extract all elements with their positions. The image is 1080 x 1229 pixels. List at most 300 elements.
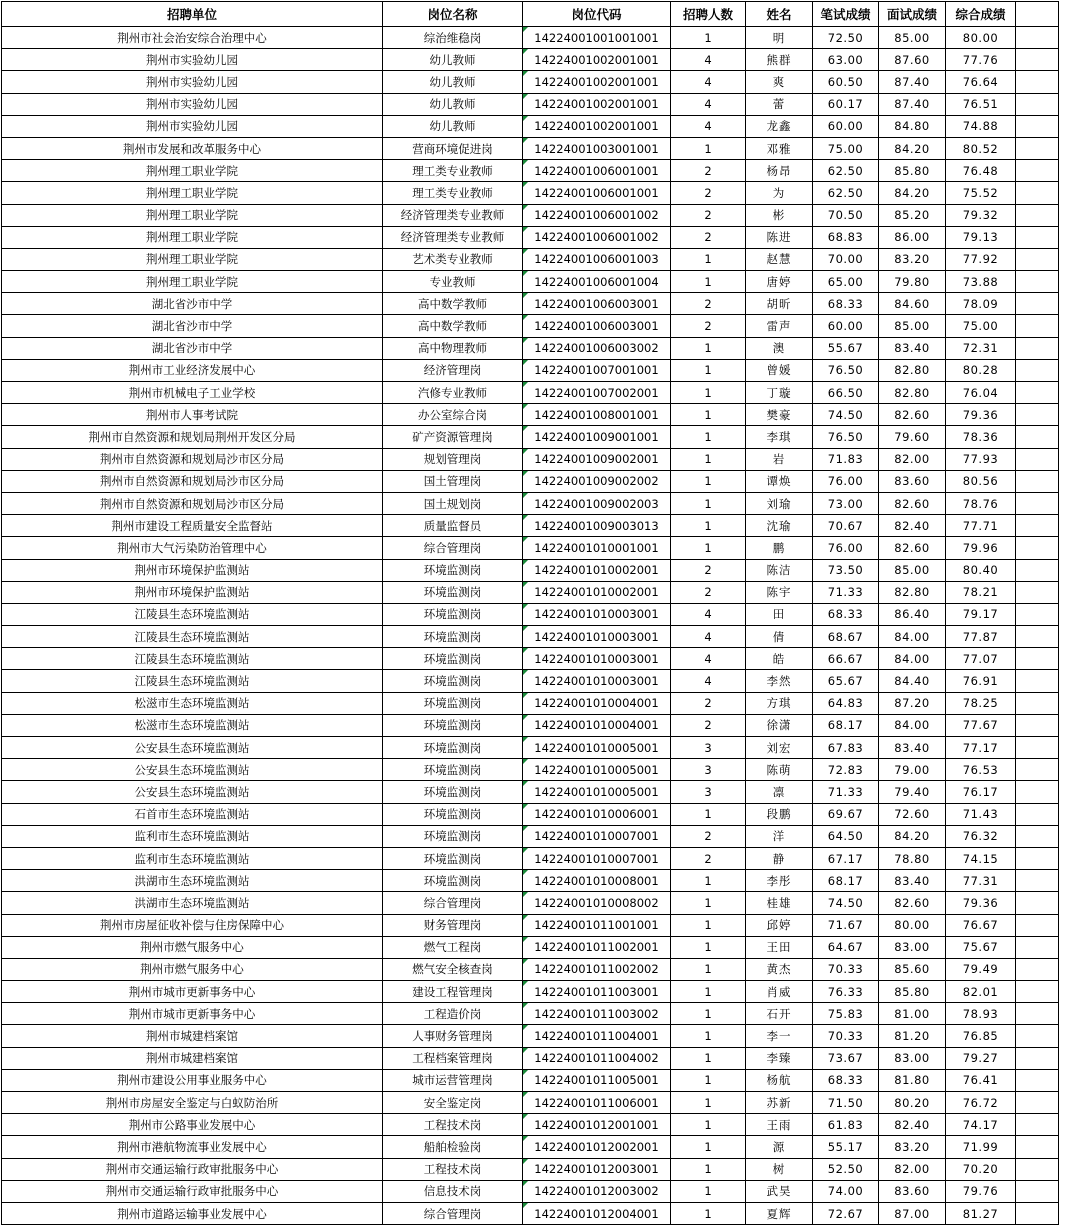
name-cell: 彬 [746, 204, 813, 226]
name-cell: 邱婷 [746, 914, 813, 936]
code-cell: 14224001002001001 [523, 49, 671, 71]
blank-cell [1016, 337, 1059, 359]
position-cell: 环境监测岗 [383, 781, 523, 803]
table-row [2, 115, 1059, 137]
unit-cell: 荆州市环境保护监测站 [2, 581, 383, 603]
written-score-cell: 62.50 [813, 160, 879, 182]
unit-cell: 荆州理工职业学院 [2, 248, 383, 270]
code-cell: 14224001006001001 [523, 160, 671, 182]
unit-cell: 荆州市城市更新事务中心 [2, 981, 383, 1003]
position-cell: 财务管理岗 [383, 914, 523, 936]
total-score-cell: 76.51 [946, 93, 1016, 115]
name-cell: 李琪 [746, 426, 813, 448]
position-cell: 综合管理岗 [383, 537, 523, 559]
code-cell: 14224001001001001 [523, 27, 671, 49]
blank-cell [1016, 737, 1059, 759]
unit-cell: 荆州市发展和改革服务中心 [2, 137, 383, 159]
unit-cell: 荆州市城市更新事务中心 [2, 1003, 383, 1025]
table-row [2, 49, 1059, 71]
written-score-cell: 61.83 [813, 1114, 879, 1136]
name-cell: 邓雅 [746, 137, 813, 159]
position-cell: 环境监测岗 [383, 648, 523, 670]
unit-cell: 荆州理工职业学院 [2, 160, 383, 182]
code-cell: 14224001010008002 [523, 892, 671, 914]
blank-cell [1016, 581, 1059, 603]
position-cell: 办公室综合岗 [383, 404, 523, 426]
table-row [2, 27, 1059, 49]
name-cell: 李臻 [746, 1047, 813, 1069]
name-cell: 刘瑜 [746, 492, 813, 514]
written-score-cell: 72.83 [813, 759, 879, 781]
count-cell: 2 [671, 692, 746, 714]
unit-cell: 荆州市社会治安综合治理中心 [2, 27, 383, 49]
blank-cell [1016, 1003, 1059, 1025]
total-score-cell: 78.93 [946, 1003, 1016, 1025]
blank-cell [1016, 1180, 1059, 1202]
table-row [2, 382, 1059, 404]
written-score-cell: 67.17 [813, 847, 879, 869]
written-score-cell: 75.83 [813, 1003, 879, 1025]
interview-score-cell: 82.60 [879, 537, 946, 559]
name-cell: 蕾 [746, 93, 813, 115]
unit-cell: 荆州市自然资源和规划局沙市区分局 [2, 492, 383, 514]
written-score-cell: 71.50 [813, 1092, 879, 1114]
blank-cell [1016, 1136, 1059, 1158]
blank-cell [1016, 1158, 1059, 1180]
position-cell: 环境监测岗 [383, 714, 523, 736]
written-score-cell: 68.33 [813, 293, 879, 315]
total-score-cell: 73.88 [946, 271, 1016, 293]
code-cell: 14224001007001001 [523, 359, 671, 381]
unit-cell: 荆州市燃气服务中心 [2, 936, 383, 958]
table-row [2, 515, 1059, 537]
name-cell: 陈洁 [746, 559, 813, 581]
table-row [2, 404, 1059, 426]
interview-score-cell: 78.80 [879, 847, 946, 869]
table-row [2, 781, 1059, 803]
count-cell: 1 [671, 981, 746, 1003]
interview-score-cell: 79.80 [879, 271, 946, 293]
total-score-cell: 79.36 [946, 404, 1016, 426]
position-cell: 工程技术岗 [383, 1114, 523, 1136]
name-cell: 陈宇 [746, 581, 813, 603]
blank-cell [1016, 981, 1059, 1003]
total-score-cell: 76.53 [946, 759, 1016, 781]
position-cell: 环境监测岗 [383, 559, 523, 581]
written-score-cell: 76.50 [813, 359, 879, 381]
results-table [1, 1, 1059, 1225]
table-row [2, 670, 1059, 692]
code-cell: 14224001010004001 [523, 692, 671, 714]
total-score-cell: 74.15 [946, 847, 1016, 869]
count-cell: 2 [671, 581, 746, 603]
total-score-cell: 78.09 [946, 293, 1016, 315]
interview-score-cell: 85.00 [879, 559, 946, 581]
written-score-cell: 70.33 [813, 1025, 879, 1047]
count-cell: 1 [671, 1136, 746, 1158]
total-score-cell: 78.76 [946, 492, 1016, 514]
position-cell: 综治维稳岗 [383, 27, 523, 49]
position-cell: 艺术类专业教师 [383, 248, 523, 270]
header-written: 笔试成绩 [813, 2, 879, 27]
blank-cell [1016, 537, 1059, 559]
interview-score-cell: 80.20 [879, 1092, 946, 1114]
interview-score-cell: 87.40 [879, 93, 946, 115]
code-cell: 14224001009002003 [523, 492, 671, 514]
total-score-cell: 76.41 [946, 1069, 1016, 1091]
position-cell: 幼儿教师 [383, 93, 523, 115]
name-cell: 桂雄 [746, 892, 813, 914]
interview-score-cell: 82.60 [879, 404, 946, 426]
blank-cell [1016, 271, 1059, 293]
unit-cell: 荆州市实验幼儿园 [2, 71, 383, 93]
table-row [2, 137, 1059, 159]
blank-cell [1016, 803, 1059, 825]
position-cell: 环境监测岗 [383, 803, 523, 825]
blank-cell [1016, 470, 1059, 492]
name-cell: 唐婷 [746, 271, 813, 293]
interview-score-cell: 82.60 [879, 892, 946, 914]
interview-score-cell: 83.40 [879, 337, 946, 359]
unit-cell: 江陵县生态环境监测站 [2, 626, 383, 648]
name-cell: 陈萌 [746, 759, 813, 781]
position-cell: 信息技术岗 [383, 1180, 523, 1202]
table-row [2, 847, 1059, 869]
table-row [2, 1202, 1059, 1224]
interview-score-cell: 83.00 [879, 936, 946, 958]
written-score-cell: 71.83 [813, 448, 879, 470]
code-cell: 14224001006003001 [523, 293, 671, 315]
count-cell: 2 [671, 160, 746, 182]
code-cell: 14224001011006001 [523, 1092, 671, 1114]
position-cell: 环境监测岗 [383, 692, 523, 714]
position-cell: 高中数学教师 [383, 293, 523, 315]
interview-score-cell: 85.80 [879, 981, 946, 1003]
written-score-cell: 68.17 [813, 714, 879, 736]
blank-cell [1016, 382, 1059, 404]
blank-cell [1016, 137, 1059, 159]
position-cell: 环境监测岗 [383, 870, 523, 892]
interview-score-cell: 79.00 [879, 759, 946, 781]
blank-cell [1016, 847, 1059, 869]
code-cell: 14224001012003001 [523, 1158, 671, 1180]
position-cell: 理工类专业教师 [383, 160, 523, 182]
written-score-cell: 69.67 [813, 803, 879, 825]
total-score-cell: 76.91 [946, 670, 1016, 692]
position-cell: 工程档案管理岗 [383, 1047, 523, 1069]
blank-cell [1016, 892, 1059, 914]
unit-cell: 荆州市城建档案馆 [2, 1047, 383, 1069]
written-score-cell: 67.83 [813, 737, 879, 759]
count-cell: 2 [671, 714, 746, 736]
position-cell: 工程技术岗 [383, 1158, 523, 1180]
count-cell: 1 [671, 382, 746, 404]
total-score-cell: 80.56 [946, 470, 1016, 492]
interview-score-cell: 83.00 [879, 1047, 946, 1069]
name-cell: 樊豪 [746, 404, 813, 426]
name-cell: 武昊 [746, 1180, 813, 1202]
code-cell: 14224001009002002 [523, 470, 671, 492]
total-score-cell: 74.88 [946, 115, 1016, 137]
code-cell: 14224001006001002 [523, 226, 671, 248]
table-row [2, 981, 1059, 1003]
name-cell: 曾媛 [746, 359, 813, 381]
name-cell: 凛 [746, 781, 813, 803]
total-score-cell: 78.25 [946, 692, 1016, 714]
position-cell: 环境监测岗 [383, 847, 523, 869]
table-row [2, 648, 1059, 670]
position-cell: 综合管理岗 [383, 892, 523, 914]
table-row [2, 1114, 1059, 1136]
written-score-cell: 65.67 [813, 670, 879, 692]
name-cell: 雷声 [746, 315, 813, 337]
position-cell: 汽修专业教师 [383, 382, 523, 404]
interview-score-cell: 84.40 [879, 670, 946, 692]
header-position: 岗位名称 [383, 2, 523, 27]
table-row [2, 293, 1059, 315]
header-blank [1016, 2, 1059, 27]
count-cell: 1 [671, 1047, 746, 1069]
unit-cell: 公安县生态环境监测站 [2, 737, 383, 759]
interview-score-cell: 85.20 [879, 204, 946, 226]
name-cell: 谭焕 [746, 470, 813, 492]
name-cell: 明 [746, 27, 813, 49]
unit-cell: 江陵县生态环境监测站 [2, 603, 383, 625]
position-cell: 规划管理岗 [383, 448, 523, 470]
blank-cell [1016, 248, 1059, 270]
interview-score-cell: 87.40 [879, 71, 946, 93]
total-score-cell: 80.28 [946, 359, 1016, 381]
position-cell: 幼儿教师 [383, 49, 523, 71]
written-score-cell: 70.00 [813, 248, 879, 270]
count-cell: 1 [671, 914, 746, 936]
header-name: 姓名 [746, 2, 813, 27]
blank-cell [1016, 448, 1059, 470]
unit-cell: 荆州市道路运输事业发展中心 [2, 1202, 383, 1224]
table-row [2, 93, 1059, 115]
table-row [2, 337, 1059, 359]
total-score-cell: 76.72 [946, 1092, 1016, 1114]
total-score-cell: 70.20 [946, 1158, 1016, 1180]
name-cell: 苏新 [746, 1092, 813, 1114]
table-row [2, 737, 1059, 759]
total-score-cell: 79.32 [946, 204, 1016, 226]
interview-score-cell: 86.00 [879, 226, 946, 248]
blank-cell [1016, 1069, 1059, 1091]
name-cell: 徐潇 [746, 714, 813, 736]
code-cell: 14224001011005001 [523, 1069, 671, 1091]
unit-cell: 监利市生态环境监测站 [2, 825, 383, 847]
code-cell: 14224001002001001 [523, 93, 671, 115]
total-score-cell: 79.17 [946, 603, 1016, 625]
position-cell: 专业教师 [383, 271, 523, 293]
count-cell: 2 [671, 182, 746, 204]
name-cell: 夏辉 [746, 1202, 813, 1224]
unit-cell: 荆州市房屋安全鉴定与白蚁防治所 [2, 1092, 383, 1114]
interview-score-cell: 85.00 [879, 315, 946, 337]
total-score-cell: 82.01 [946, 981, 1016, 1003]
unit-cell: 荆州市人事考试院 [2, 404, 383, 426]
count-cell: 1 [671, 803, 746, 825]
written-score-cell: 60.00 [813, 315, 879, 337]
code-cell: 14224001009001001 [523, 426, 671, 448]
interview-score-cell: 84.00 [879, 648, 946, 670]
written-score-cell: 70.50 [813, 204, 879, 226]
unit-cell: 荆州市实验幼儿园 [2, 115, 383, 137]
written-score-cell: 66.50 [813, 382, 879, 404]
unit-cell: 江陵县生态环境监测站 [2, 670, 383, 692]
code-cell: 14224001011002001 [523, 936, 671, 958]
written-score-cell: 73.67 [813, 1047, 879, 1069]
total-score-cell: 71.43 [946, 803, 1016, 825]
table-row [2, 182, 1059, 204]
written-score-cell: 66.67 [813, 648, 879, 670]
interview-score-cell: 83.60 [879, 470, 946, 492]
code-cell: 14224001009003013 [523, 515, 671, 537]
code-cell: 14224001010007001 [523, 825, 671, 847]
table-row [2, 870, 1059, 892]
total-score-cell: 77.17 [946, 737, 1016, 759]
total-score-cell: 77.76 [946, 49, 1016, 71]
table-row [2, 559, 1059, 581]
written-score-cell: 63.00 [813, 49, 879, 71]
interview-score-cell: 82.80 [879, 581, 946, 603]
position-cell: 环境监测岗 [383, 581, 523, 603]
code-cell: 14224001006001003 [523, 248, 671, 270]
code-cell: 14224001006001001 [523, 182, 671, 204]
total-score-cell: 79.96 [946, 537, 1016, 559]
name-cell: 杨昂 [746, 160, 813, 182]
code-cell: 14224001011003001 [523, 981, 671, 1003]
code-cell: 14224001009002001 [523, 448, 671, 470]
code-cell: 14224001010003001 [523, 670, 671, 692]
code-cell: 14224001002001001 [523, 71, 671, 93]
code-cell: 14224001002001001 [523, 115, 671, 137]
name-cell: 田 [746, 603, 813, 625]
table-row [2, 204, 1059, 226]
total-score-cell: 75.00 [946, 315, 1016, 337]
count-cell: 1 [671, 537, 746, 559]
code-cell: 14224001010005001 [523, 759, 671, 781]
interview-score-cell: 79.40 [879, 781, 946, 803]
written-score-cell: 72.50 [813, 27, 879, 49]
count-cell: 2 [671, 825, 746, 847]
blank-cell [1016, 315, 1059, 337]
blank-cell [1016, 49, 1059, 71]
name-cell: 李彤 [746, 870, 813, 892]
code-cell: 14224001006003002 [523, 337, 671, 359]
count-cell: 4 [671, 115, 746, 137]
code-cell: 14224001010006001 [523, 803, 671, 825]
code-cell: 14224001010004001 [523, 714, 671, 736]
blank-cell [1016, 936, 1059, 958]
interview-score-cell: 84.00 [879, 714, 946, 736]
total-score-cell: 79.49 [946, 958, 1016, 980]
unit-cell: 荆州市实验幼儿园 [2, 49, 383, 71]
blank-cell [1016, 1114, 1059, 1136]
total-score-cell: 77.07 [946, 648, 1016, 670]
total-score-cell: 72.31 [946, 337, 1016, 359]
header-count: 招聘人数 [671, 2, 746, 27]
written-score-cell: 62.50 [813, 182, 879, 204]
interview-score-cell: 82.40 [879, 1114, 946, 1136]
table-row [2, 470, 1059, 492]
count-cell: 1 [671, 404, 746, 426]
interview-score-cell: 82.00 [879, 1158, 946, 1180]
blank-cell [1016, 492, 1059, 514]
count-cell: 1 [671, 515, 746, 537]
position-cell: 经济管理类专业教师 [383, 226, 523, 248]
unit-cell: 湖北省沙市中学 [2, 315, 383, 337]
interview-score-cell: 84.80 [879, 115, 946, 137]
count-cell: 4 [671, 626, 746, 648]
total-score-cell: 76.17 [946, 781, 1016, 803]
interview-score-cell: 82.80 [879, 359, 946, 381]
unit-cell: 公安县生态环境监测站 [2, 781, 383, 803]
count-cell: 1 [671, 1202, 746, 1224]
blank-cell [1016, 71, 1059, 93]
unit-cell: 荆州市公路事业发展中心 [2, 1114, 383, 1136]
written-score-cell: 76.33 [813, 981, 879, 1003]
code-cell: 14224001011004001 [523, 1025, 671, 1047]
count-cell: 3 [671, 759, 746, 781]
code-cell: 14224001010002001 [523, 559, 671, 581]
code-cell: 14224001006001004 [523, 271, 671, 293]
total-score-cell: 76.32 [946, 825, 1016, 847]
unit-cell: 松滋市生态环境监测站 [2, 714, 383, 736]
interview-score-cell: 83.40 [879, 870, 946, 892]
blank-cell [1016, 1025, 1059, 1047]
name-cell: 李一 [746, 1025, 813, 1047]
total-score-cell: 79.27 [946, 1047, 1016, 1069]
unit-cell: 荆州市交通运输行政审批服务中心 [2, 1180, 383, 1202]
interview-score-cell: 82.60 [879, 492, 946, 514]
name-cell: 王田 [746, 936, 813, 958]
code-cell: 14224001011001001 [523, 914, 671, 936]
code-cell: 14224001010002001 [523, 581, 671, 603]
blank-cell [1016, 115, 1059, 137]
written-score-cell: 68.17 [813, 870, 879, 892]
total-score-cell: 74.17 [946, 1114, 1016, 1136]
code-cell: 14224001008001001 [523, 404, 671, 426]
position-cell: 国土规划岗 [383, 492, 523, 514]
count-cell: 2 [671, 559, 746, 581]
written-score-cell: 68.67 [813, 626, 879, 648]
count-cell: 1 [671, 1114, 746, 1136]
name-cell: 熊群 [746, 49, 813, 71]
blank-cell [1016, 27, 1059, 49]
unit-cell: 荆州市建设工程质量安全监督站 [2, 515, 383, 537]
blank-cell [1016, 626, 1059, 648]
header-row [2, 2, 1059, 27]
count-cell: 1 [671, 1180, 746, 1202]
total-score-cell: 75.67 [946, 936, 1016, 958]
interview-score-cell: 86.40 [879, 603, 946, 625]
written-score-cell: 76.00 [813, 470, 879, 492]
table-row [2, 626, 1059, 648]
count-cell: 1 [671, 492, 746, 514]
name-cell: 爽 [746, 71, 813, 93]
count-cell: 4 [671, 603, 746, 625]
count-cell: 1 [671, 426, 746, 448]
interview-score-cell: 84.20 [879, 825, 946, 847]
table-row [2, 581, 1059, 603]
header-code: 岗位代码 [523, 2, 671, 27]
total-score-cell: 77.92 [946, 248, 1016, 270]
count-cell: 1 [671, 248, 746, 270]
total-score-cell: 80.00 [946, 27, 1016, 49]
interview-score-cell: 84.20 [879, 182, 946, 204]
